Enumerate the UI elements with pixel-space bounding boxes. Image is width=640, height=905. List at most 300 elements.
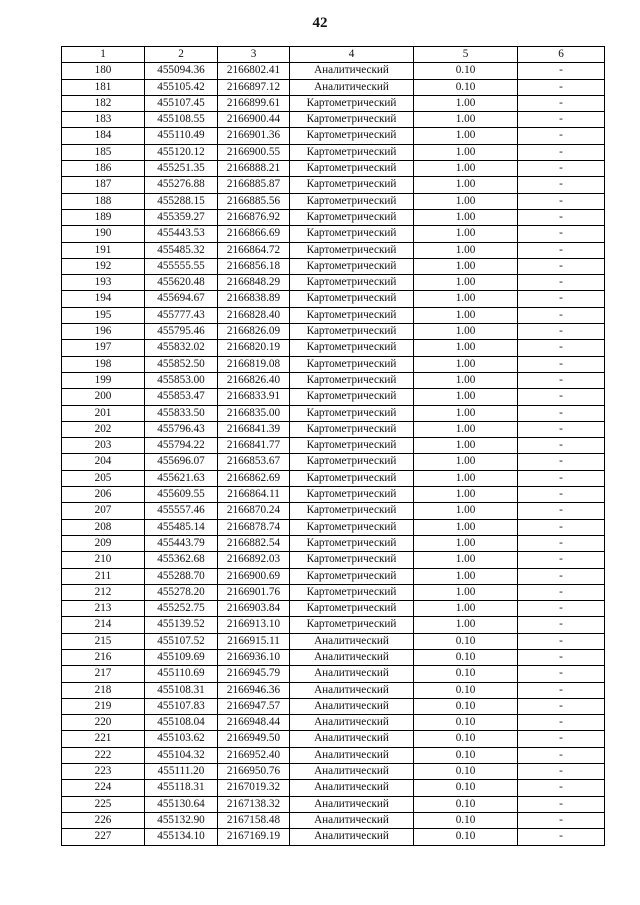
cell-point-number: 184 — [62, 128, 145, 144]
cell-coordinate-y: 2166947.57 — [218, 698, 290, 714]
cell-note: - — [518, 812, 605, 828]
table-header — [62, 47, 605, 63]
cell-method: Картометрический — [290, 340, 414, 356]
cell-coordinate-y: 2166949.50 — [218, 731, 290, 747]
cell-accuracy: 0.10 — [414, 764, 518, 780]
cell-accuracy: 1.00 — [414, 405, 518, 421]
table-row — [62, 519, 605, 535]
cell-note: - — [518, 715, 605, 731]
cell-coordinate-x: 455621.63 — [145, 470, 218, 486]
cell-coordinate-x: 455443.53 — [145, 226, 218, 242]
cell-coordinate-y: 2166950.76 — [218, 764, 290, 780]
cell-note: - — [518, 731, 605, 747]
cell-method: Картометрический — [290, 405, 414, 421]
cell-method: Картометрический — [290, 144, 414, 160]
cell-point-number: 195 — [62, 307, 145, 323]
cell-coordinate-y: 2166948.44 — [218, 715, 290, 731]
cell-point-number: 221 — [62, 731, 145, 747]
table-row — [62, 715, 605, 731]
cell-note: - — [518, 209, 605, 225]
cell-method: Картометрический — [290, 438, 414, 454]
cell-method: Картометрический — [290, 552, 414, 568]
cell-note: - — [518, 177, 605, 193]
cell-coordinate-x: 455853.00 — [145, 372, 218, 388]
cell-coordinate-x: 455852.50 — [145, 356, 218, 372]
coordinates-table — [61, 46, 605, 846]
cell-coordinate-x: 455853.47 — [145, 389, 218, 405]
cell-method: Картометрический — [290, 372, 414, 388]
cell-point-number: 222 — [62, 747, 145, 763]
cell-coordinate-y: 2167138.32 — [218, 796, 290, 812]
cell-coordinate-x: 455288.70 — [145, 568, 218, 584]
table-row — [62, 780, 605, 796]
table-row — [62, 568, 605, 584]
cell-note: - — [518, 275, 605, 291]
table-row — [62, 258, 605, 274]
cell-note: - — [518, 242, 605, 258]
cell-coordinate-x: 455485.32 — [145, 242, 218, 258]
cell-coordinate-x: 455555.55 — [145, 258, 218, 274]
cell-note: - — [518, 356, 605, 372]
table-row — [62, 666, 605, 682]
cell-coordinate-y: 2166900.55 — [218, 144, 290, 160]
cell-coordinate-x: 455795.46 — [145, 324, 218, 340]
cell-point-number: 186 — [62, 161, 145, 177]
cell-point-number: 183 — [62, 112, 145, 128]
cell-method: Картометрический — [290, 454, 414, 470]
cell-note: - — [518, 519, 605, 535]
cell-coordinate-y: 2166833.91 — [218, 389, 290, 405]
cell-note: - — [518, 796, 605, 812]
cell-coordinate-y: 2166820.19 — [218, 340, 290, 356]
cell-method: Аналитический — [290, 633, 414, 649]
cell-coordinate-x: 455108.04 — [145, 715, 218, 731]
table-row — [62, 633, 605, 649]
cell-coordinate-y: 2166892.03 — [218, 552, 290, 568]
header-cell-1: 1 — [62, 47, 145, 63]
cell-note: - — [518, 633, 605, 649]
cell-accuracy: 0.10 — [414, 63, 518, 79]
table-row — [62, 63, 605, 79]
cell-method: Картометрический — [290, 584, 414, 600]
cell-accuracy: 0.10 — [414, 79, 518, 95]
cell-point-number: 193 — [62, 275, 145, 291]
table-row — [62, 226, 605, 242]
cell-coordinate-x: 455110.49 — [145, 128, 218, 144]
cell-coordinate-y: 2166945.79 — [218, 666, 290, 682]
table-row — [62, 95, 605, 111]
cell-point-number: 225 — [62, 796, 145, 812]
cell-coordinate-y: 2166900.44 — [218, 112, 290, 128]
cell-point-number: 207 — [62, 503, 145, 519]
cell-point-number: 224 — [62, 780, 145, 796]
cell-coordinate-x: 455103.62 — [145, 731, 218, 747]
cell-coordinate-x: 455609.55 — [145, 487, 218, 503]
cell-method: Аналитический — [290, 764, 414, 780]
cell-method: Картометрический — [290, 242, 414, 258]
table-row — [62, 389, 605, 405]
cell-note: - — [518, 340, 605, 356]
cell-accuracy: 0.10 — [414, 649, 518, 665]
cell-note: - — [518, 438, 605, 454]
cell-note: - — [518, 487, 605, 503]
cell-method: Аналитический — [290, 79, 414, 95]
cell-accuracy: 0.10 — [414, 682, 518, 698]
cell-coordinate-y: 2167158.48 — [218, 812, 290, 828]
page-number: 42 — [312, 15, 328, 31]
cell-accuracy: 0.10 — [414, 796, 518, 812]
cell-note: - — [518, 226, 605, 242]
cell-method: Картометрический — [290, 193, 414, 209]
cell-method: Аналитический — [290, 731, 414, 747]
cell-coordinate-y: 2166946.36 — [218, 682, 290, 698]
cell-accuracy: 1.00 — [414, 193, 518, 209]
cell-coordinate-y: 2166900.69 — [218, 568, 290, 584]
cell-coordinate-x: 455107.83 — [145, 698, 218, 714]
cell-point-number: 217 — [62, 666, 145, 682]
cell-accuracy: 1.00 — [414, 421, 518, 437]
cell-coordinate-x: 455111.20 — [145, 764, 218, 780]
cell-coordinate-y: 2166802.41 — [218, 63, 290, 79]
cell-coordinate-x: 455251.35 — [145, 161, 218, 177]
cell-coordinate-y: 2166864.11 — [218, 487, 290, 503]
cell-note: - — [518, 389, 605, 405]
cell-coordinate-y: 2166901.76 — [218, 584, 290, 600]
cell-method: Картометрический — [290, 161, 414, 177]
cell-note: - — [518, 421, 605, 437]
cell-method: Аналитический — [290, 63, 414, 79]
table-row — [62, 193, 605, 209]
cell-method: Картометрический — [290, 568, 414, 584]
cell-note: - — [518, 79, 605, 95]
cell-coordinate-y: 2166838.89 — [218, 291, 290, 307]
cell-method: Картометрический — [290, 601, 414, 617]
table-row — [62, 731, 605, 747]
table-row — [62, 649, 605, 665]
cell-point-number: 214 — [62, 617, 145, 633]
table-row — [62, 356, 605, 372]
table-row — [62, 698, 605, 714]
table-row — [62, 421, 605, 437]
cell-method: Картометрический — [290, 291, 414, 307]
header-row — [62, 47, 605, 63]
cell-coordinate-x: 455107.52 — [145, 633, 218, 649]
table-row — [62, 340, 605, 356]
cell-coordinate-y: 2166826.09 — [218, 324, 290, 340]
cell-coordinate-x: 455362.68 — [145, 552, 218, 568]
cell-coordinate-x: 455359.27 — [145, 209, 218, 225]
cell-note: - — [518, 128, 605, 144]
header-cell-4: 4 — [290, 47, 414, 63]
cell-accuracy: 0.10 — [414, 829, 518, 845]
cell-point-number: 205 — [62, 470, 145, 486]
table-row — [62, 601, 605, 617]
cell-method: Картометрический — [290, 535, 414, 551]
cell-coordinate-x: 455252.75 — [145, 601, 218, 617]
cell-note: - — [518, 372, 605, 388]
cell-accuracy: 1.00 — [414, 552, 518, 568]
cell-point-number: 219 — [62, 698, 145, 714]
cell-point-number: 206 — [62, 487, 145, 503]
cell-method: Картометрический — [290, 617, 414, 633]
cell-accuracy: 1.00 — [414, 112, 518, 128]
cell-accuracy: 1.00 — [414, 503, 518, 519]
cell-note: - — [518, 535, 605, 551]
cell-note: - — [518, 780, 605, 796]
cell-coordinate-y: 2166819.08 — [218, 356, 290, 372]
cell-note: - — [518, 291, 605, 307]
cell-accuracy: 1.00 — [414, 617, 518, 633]
cell-accuracy: 0.10 — [414, 633, 518, 649]
table-row — [62, 79, 605, 95]
cell-method: Картометрический — [290, 487, 414, 503]
cell-coordinate-y: 2166915.11 — [218, 633, 290, 649]
cell-coordinate-x: 455109.69 — [145, 649, 218, 665]
cell-point-number: 190 — [62, 226, 145, 242]
cell-accuracy: 1.00 — [414, 438, 518, 454]
cell-accuracy: 1.00 — [414, 568, 518, 584]
cell-point-number: 208 — [62, 519, 145, 535]
cell-point-number: 192 — [62, 258, 145, 274]
cell-accuracy: 1.00 — [414, 177, 518, 193]
cell-accuracy: 1.00 — [414, 372, 518, 388]
cell-method: Картометрический — [290, 356, 414, 372]
cell-coordinate-y: 2166856.18 — [218, 258, 290, 274]
cell-point-number: 182 — [62, 95, 145, 111]
cell-note: - — [518, 552, 605, 568]
cell-accuracy: 1.00 — [414, 307, 518, 323]
cell-coordinate-x: 455288.15 — [145, 193, 218, 209]
header-cell-2: 2 — [145, 47, 218, 63]
cell-note: - — [518, 112, 605, 128]
table-row — [62, 209, 605, 225]
cell-method: Картометрический — [290, 95, 414, 111]
cell-coordinate-x: 455694.67 — [145, 291, 218, 307]
cell-method: Картометрический — [290, 177, 414, 193]
table-row — [62, 747, 605, 763]
cell-accuracy: 1.00 — [414, 144, 518, 160]
cell-accuracy: 0.10 — [414, 731, 518, 747]
table-row — [62, 291, 605, 307]
cell-note: - — [518, 95, 605, 111]
cell-coordinate-x: 455108.31 — [145, 682, 218, 698]
cell-coordinate-x: 455132.90 — [145, 812, 218, 828]
cell-coordinate-y: 2166841.39 — [218, 421, 290, 437]
cell-accuracy: 1.00 — [414, 128, 518, 144]
table-row — [62, 177, 605, 193]
cell-method: Картометрический — [290, 324, 414, 340]
cell-coordinate-y: 2166878.74 — [218, 519, 290, 535]
cell-point-number: 181 — [62, 79, 145, 95]
cell-point-number: 189 — [62, 209, 145, 225]
cell-method: Картометрический — [290, 112, 414, 128]
table-row — [62, 812, 605, 828]
table-row — [62, 438, 605, 454]
cell-note: - — [518, 307, 605, 323]
cell-coordinate-y: 2166848.29 — [218, 275, 290, 291]
cell-method: Картометрический — [290, 389, 414, 405]
cell-coordinate-y: 2166841.77 — [218, 438, 290, 454]
cell-coordinate-y: 2166899.61 — [218, 95, 290, 111]
cell-method: Аналитический — [290, 715, 414, 731]
cell-point-number: 227 — [62, 829, 145, 845]
cell-coordinate-y: 2166862.69 — [218, 470, 290, 486]
cell-point-number: 215 — [62, 633, 145, 649]
cell-point-number: 194 — [62, 291, 145, 307]
cell-note: - — [518, 161, 605, 177]
cell-method: Аналитический — [290, 829, 414, 845]
table-row — [62, 128, 605, 144]
cell-point-number: 226 — [62, 812, 145, 828]
cell-accuracy: 1.00 — [414, 470, 518, 486]
cell-point-number: 223 — [62, 764, 145, 780]
cell-accuracy: 1.00 — [414, 258, 518, 274]
table-row — [62, 275, 605, 291]
table-row — [62, 503, 605, 519]
cell-coordinate-y: 2166835.00 — [218, 405, 290, 421]
cell-coordinate-y: 2166936.10 — [218, 649, 290, 665]
table-row — [62, 144, 605, 160]
cell-accuracy: 1.00 — [414, 519, 518, 535]
cell-note: - — [518, 470, 605, 486]
cell-method: Картометрический — [290, 470, 414, 486]
cell-accuracy: 0.10 — [414, 812, 518, 828]
cell-coordinate-y: 2166864.72 — [218, 242, 290, 258]
cell-coordinate-y: 2167019.32 — [218, 780, 290, 796]
cell-accuracy: 0.10 — [414, 666, 518, 682]
cell-accuracy: 1.00 — [414, 340, 518, 356]
table-row — [62, 454, 605, 470]
cell-coordinate-x: 455108.55 — [145, 112, 218, 128]
cell-note: - — [518, 144, 605, 160]
cell-method: Аналитический — [290, 780, 414, 796]
cell-point-number: 216 — [62, 649, 145, 665]
cell-point-number: 198 — [62, 356, 145, 372]
cell-coordinate-y: 2167169.19 — [218, 829, 290, 845]
cell-coordinate-x: 455443.79 — [145, 535, 218, 551]
cell-note: - — [518, 405, 605, 421]
table-row — [62, 617, 605, 633]
table-row — [62, 535, 605, 551]
cell-note: - — [518, 258, 605, 274]
cell-point-number: 210 — [62, 552, 145, 568]
cell-method: Картометрический — [290, 275, 414, 291]
table-row — [62, 161, 605, 177]
table-row — [62, 552, 605, 568]
cell-accuracy: 0.10 — [414, 698, 518, 714]
cell-point-number: 202 — [62, 421, 145, 437]
cell-method: Картометрический — [290, 209, 414, 225]
table-row — [62, 372, 605, 388]
cell-accuracy: 1.00 — [414, 356, 518, 372]
cell-accuracy: 1.00 — [414, 95, 518, 111]
cell-coordinate-y: 2166885.87 — [218, 177, 290, 193]
cell-point-number: 199 — [62, 372, 145, 388]
table-row — [62, 584, 605, 600]
cell-coordinate-x: 455278.20 — [145, 584, 218, 600]
cell-coordinate-x: 455796.43 — [145, 421, 218, 437]
cell-coordinate-x: 455120.12 — [145, 144, 218, 160]
cell-point-number: 203 — [62, 438, 145, 454]
cell-coordinate-x: 455130.64 — [145, 796, 218, 812]
cell-method: Аналитический — [290, 649, 414, 665]
cell-accuracy: 1.00 — [414, 275, 518, 291]
cell-point-number: 185 — [62, 144, 145, 160]
cell-accuracy: 1.00 — [414, 535, 518, 551]
cell-accuracy: 1.00 — [414, 291, 518, 307]
cell-accuracy: 1.00 — [414, 454, 518, 470]
cell-method: Картометрический — [290, 258, 414, 274]
cell-point-number: 220 — [62, 715, 145, 731]
cell-point-number: 200 — [62, 389, 145, 405]
cell-point-number: 213 — [62, 601, 145, 617]
cell-point-number: 188 — [62, 193, 145, 209]
cell-coordinate-x: 455110.69 — [145, 666, 218, 682]
cell-method: Картометрический — [290, 128, 414, 144]
table-row — [62, 764, 605, 780]
cell-accuracy: 1.00 — [414, 487, 518, 503]
cell-coordinate-x: 455794.22 — [145, 438, 218, 454]
header-cell-3: 3 — [218, 47, 290, 63]
cell-coordinate-x: 455696.07 — [145, 454, 218, 470]
table-row — [62, 307, 605, 323]
cell-accuracy: 1.00 — [414, 161, 518, 177]
cell-coordinate-x: 455833.50 — [145, 405, 218, 421]
cell-coordinate-y: 2166870.24 — [218, 503, 290, 519]
cell-point-number: 197 — [62, 340, 145, 356]
cell-coordinate-y: 2166866.69 — [218, 226, 290, 242]
cell-coordinate-y: 2166882.54 — [218, 535, 290, 551]
cell-method: Аналитический — [290, 666, 414, 682]
cell-point-number: 201 — [62, 405, 145, 421]
cell-coordinate-x: 455134.10 — [145, 829, 218, 845]
cell-note: - — [518, 601, 605, 617]
cell-note: - — [518, 764, 605, 780]
cell-coordinate-y: 2166853.67 — [218, 454, 290, 470]
cell-method: Аналитический — [290, 682, 414, 698]
cell-method: Аналитический — [290, 812, 414, 828]
cell-coordinate-x: 455485.14 — [145, 519, 218, 535]
cell-accuracy: 1.00 — [414, 389, 518, 405]
cell-accuracy: 1.00 — [414, 324, 518, 340]
cell-coordinate-y: 2166913.10 — [218, 617, 290, 633]
table-row — [62, 242, 605, 258]
table-body — [62, 63, 605, 845]
header-cell-5: 5 — [414, 47, 518, 63]
cell-coordinate-x: 455139.52 — [145, 617, 218, 633]
cell-method: Картометрический — [290, 519, 414, 535]
cell-method: Картометрический — [290, 226, 414, 242]
cell-note: - — [518, 682, 605, 698]
cell-coordinate-x: 455118.31 — [145, 780, 218, 796]
cell-note: - — [518, 324, 605, 340]
cell-method: Картометрический — [290, 307, 414, 323]
cell-accuracy: 1.00 — [414, 601, 518, 617]
cell-method: Аналитический — [290, 698, 414, 714]
cell-coordinate-y: 2166828.40 — [218, 307, 290, 323]
cell-note: - — [518, 503, 605, 519]
cell-accuracy: 0.10 — [414, 747, 518, 763]
cell-point-number: 204 — [62, 454, 145, 470]
table-row — [62, 470, 605, 486]
cell-coordinate-y: 2166901.36 — [218, 128, 290, 144]
cell-method: Картометрический — [290, 503, 414, 519]
cell-coordinate-y: 2166903.84 — [218, 601, 290, 617]
cell-note: - — [518, 747, 605, 763]
cell-accuracy: 1.00 — [414, 584, 518, 600]
cell-note: - — [518, 454, 605, 470]
cell-accuracy: 0.10 — [414, 715, 518, 731]
